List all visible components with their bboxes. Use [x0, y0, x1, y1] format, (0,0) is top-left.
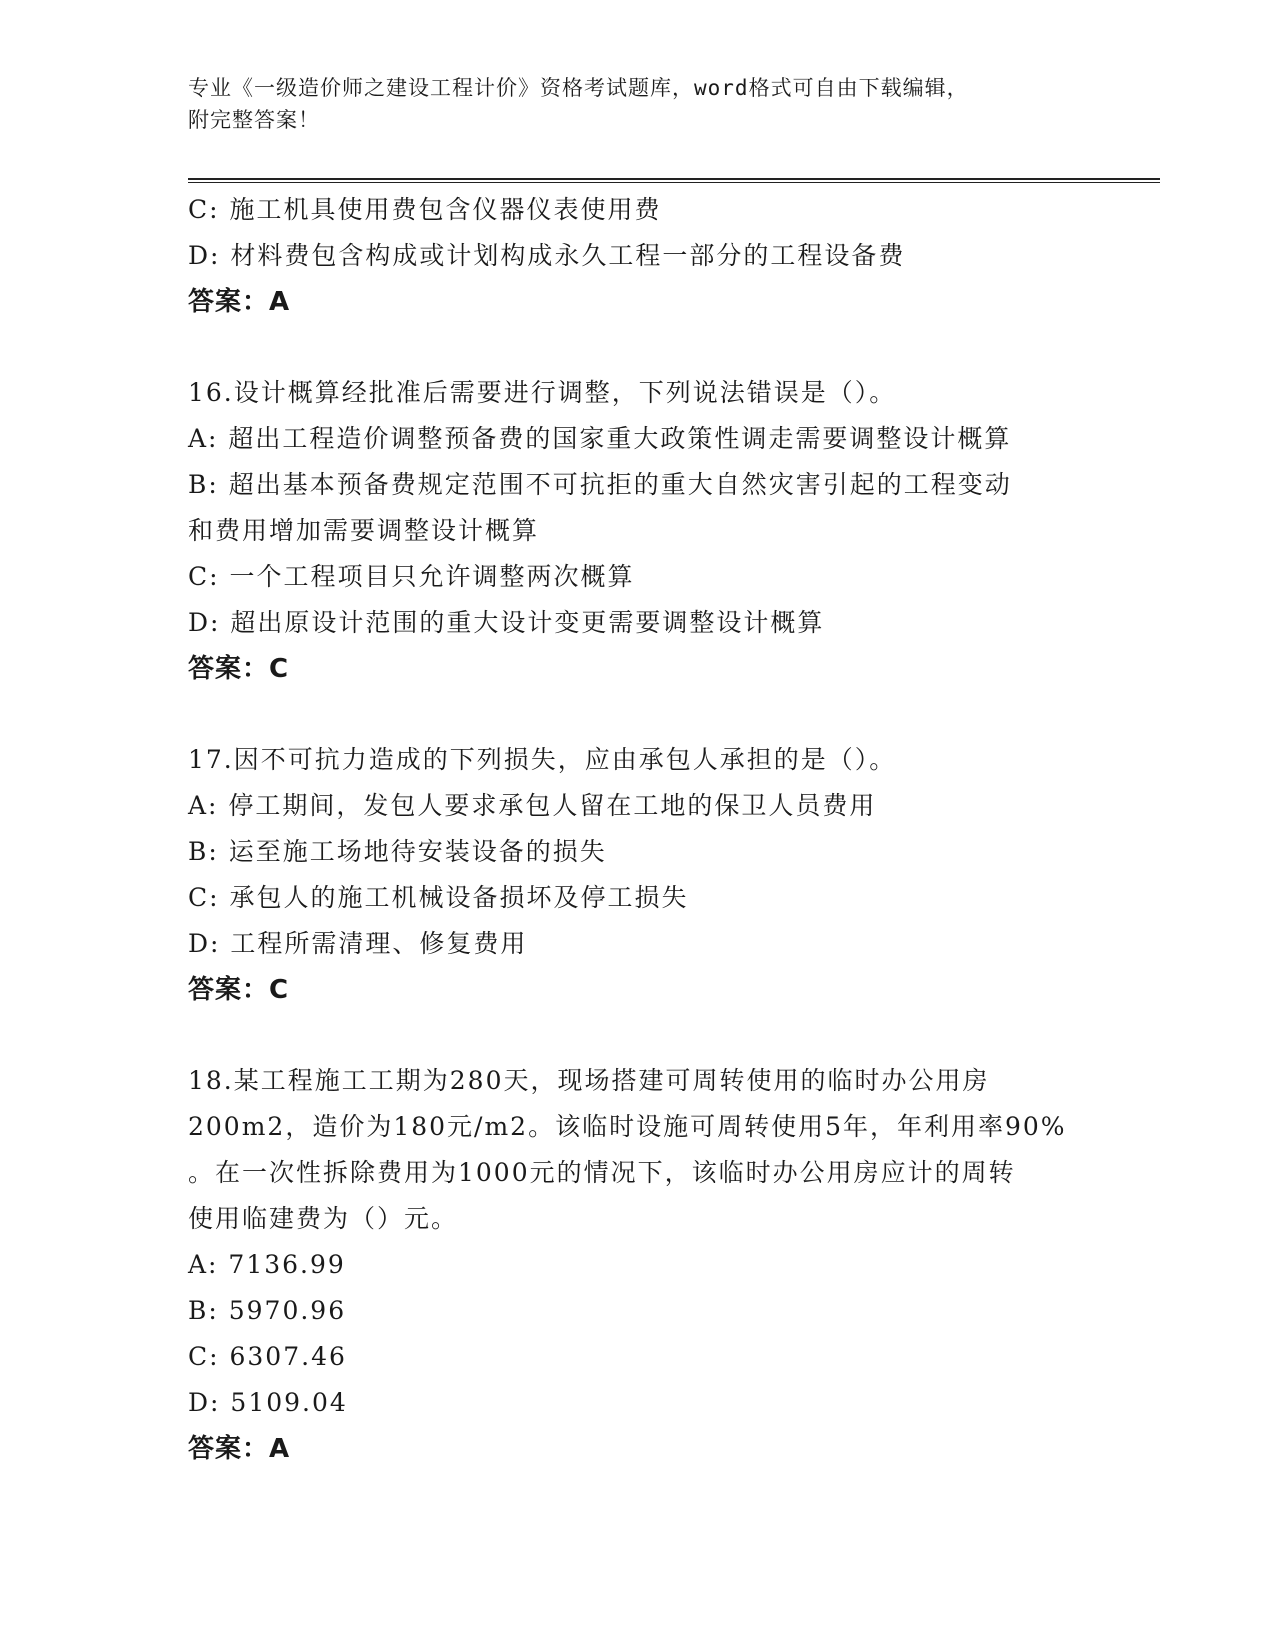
document-header: [188, 72, 1088, 136]
option-c: C: 6307.46: [188, 1342, 347, 1371]
header-line-2: 附完整答案！: [188, 108, 320, 132]
option-a: A: 7136.99: [188, 1250, 346, 1279]
question-text-line-4: 使用临建费为（）元。: [188, 1204, 459, 1233]
header-divider: [188, 178, 1160, 183]
header-line-1: 专业《一级造价师之建设工程计价》资格考试题库，word格式可自由下载编辑，: [188, 76, 969, 100]
option-c: C: 施工机具使用费包含仪器仪表使用费: [188, 195, 662, 224]
option-c: C: 一个工程项目只允许调整两次概算: [188, 562, 635, 591]
option-d: D: 超出原设计范围的重大设计变更需要调整设计概算: [188, 608, 825, 637]
question-15-tail: [188, 187, 1088, 325]
question-17: [188, 737, 1088, 1013]
question-text-line-2: 200m2，造价为180元/m2。该临时设施可周转使用5年，年利用率90%: [188, 1112, 1067, 1141]
answer-line: 答案：A: [188, 287, 291, 317]
option-a: A: 停工期间，发包人要求承包人留在工地的保卫人员费用: [188, 791, 877, 820]
answer-line: 答案：C: [188, 654, 290, 684]
option-a: A: 超出工程造价调整预备费的国家重大政策性调走需要调整设计概算: [188, 424, 1012, 453]
question-text-line-1: 18.某工程施工工期为280天，现场搭建可周转使用的临时办公用房: [188, 1066, 990, 1095]
option-d: D: 5109.04: [188, 1388, 348, 1417]
option-b: B: 5970.96: [188, 1296, 347, 1325]
option-d: D: 材料费包含构成或计划构成永久工程一部分的工程设备费: [188, 241, 906, 270]
question-18: [188, 1058, 1088, 1472]
question-text-line-3: 。在一次性拆除费用为1000元的情况下，该临时办公用房应计的周转: [188, 1158, 1016, 1187]
question-content: [188, 187, 1088, 1472]
spacer: [188, 692, 1088, 737]
option-c: C: 承包人的施工机械设备损坏及停工损失: [188, 883, 689, 912]
option-b: B: 超出基本预备费规定范围不可抗拒的重大自然灾害引起的工程变动: [188, 470, 1012, 499]
question-text: 17.因不可抗力造成的下列损失，应由承包人承担的是（）。: [188, 745, 897, 774]
answer-line: 答案：A: [188, 1434, 291, 1464]
question-text: 16.设计概算经批准后需要进行调整，下列说法错误是（）。: [188, 378, 897, 407]
spacer: [188, 1013, 1088, 1058]
option-b: B: 运至施工场地待安装设备的损失: [188, 837, 607, 866]
answer-line: 答案：C: [188, 975, 290, 1005]
option-b-continued: 和费用增加需要调整设计概算: [188, 516, 540, 545]
spacer: [188, 325, 1088, 370]
question-16: [188, 370, 1088, 692]
option-d: D: 工程所需清理、修复费用: [188, 929, 528, 958]
